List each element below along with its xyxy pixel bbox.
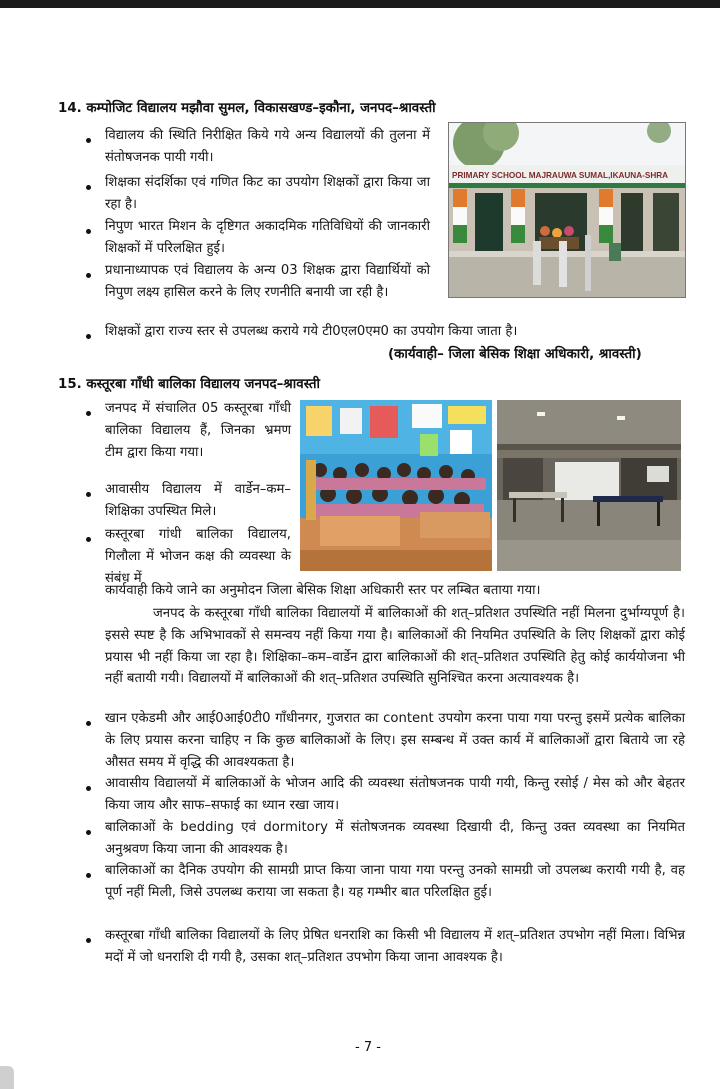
- s15-side-bullet-3: कस्तूरबा गांधी बालिका विद्यालय, गिलौला में भोजन कक्ष की व्यवस्था के संबंध में: [105, 527, 291, 586]
- dining-hall-photo: [497, 400, 681, 571]
- s15-full-bullet-1: खान एकेडमी और आई0आई0टी0 गाँधीनगर, गुजरात का content उपयोग करना पाया गया परन्तु इसमें प्रत्येक बालिका के लिए प्रयास करना चाहिए न कि कुछ बालिकाओं के लिए। इस सम्बन्ध में उक्त कार्य में बालिकाओं द्वारा बिताये जा रहे औसत समय में वृद्धि की आवश्यकता है।: [105, 711, 685, 770]
- s15-full-bullet-4: बालिकाओं का दैनिक उपयोग की सामग्री प्राप्त किया जाना पाया गया परन्तु उनको सामग्री जो उपलब्ध करायी गयी है, वह पूर्ण नहीं मिली, जिसे उपलब्ध कराया जा सकता है। यह गम्भीर बात परिलक्षित हुई।: [105, 863, 685, 900]
- s14-bullet-3: निपुण भारत मिशन के दृष्टिगत अकादमिक गतिविधियों की जानकारी शिक्षकों में परिलक्षित हुई।: [105, 219, 430, 256]
- s15-full-bullet-2: आवासीय विद्यालयों में बालिकाओं के भोजन आदि की व्यवस्था संतोषजनक पायी गयी, किन्तु रसोई / मेस को और बेहतर किया जाय और साफ–सफाई का ध्यान रखा जाय।: [105, 776, 685, 813]
- bullet-icon: [86, 273, 91, 278]
- s14-bullet-1: विद्यालय की स्थिति निरीक्षित किये गये अन्य विद्यालयों की तुलना में संतोषजनक पायी गयी।: [105, 128, 430, 165]
- s14-bullet-4: प्रधानाध्यापक एवं विद्यालय के अन्य 03 शिक्षक द्वारा विद्यार्थियों को निपुण लक्ष्य हासिल करने के लिए रणनीति बनायी जा रही है।: [105, 263, 430, 300]
- bullet-icon: [86, 492, 91, 497]
- bullet-icon: [86, 786, 91, 791]
- s15-paragraph: जनपद के कस्तूरबा गाँधी बालिका विद्यालयों में बालिकाओं की शत्–प्रतिशत उपस्थिति नहीं मिलना दुर्भाग्यपूर्ण है। इससे स्पष्ट है कि अभिभावकों से समन्वय नहीं किया गया है। बालिकाओं की नियमित उपस्थिति के लिए शिक्षकों द्वारा कोई प्रयास भी नहीं किया जा रहा है। शिक्षिका–कम–वार्डेन द्वारा बालिकाओं की शत्–प्रतिशत उपस्थिति हेतु कोई कार्ययोजना भी नहीं बतायी गयी। विद्यालयों में बालिकाओं की शत्–प्रतिशत उपस्थिति सुनिश्चित करना अत्यावश्यक है।: [105, 606, 685, 687]
- s15-side-bullet-2: आवासीय विद्यालय में वार्डेन–कम–शिक्षिका उपस्थित मिले।: [105, 482, 291, 519]
- bullet-icon: [86, 537, 91, 542]
- top-edge-bar: [0, 0, 720, 8]
- bullet-icon: [86, 873, 91, 878]
- bullet-icon: [86, 138, 91, 143]
- classroom-photo: [300, 400, 492, 571]
- school-building-photo: [448, 122, 686, 298]
- bullet-icon: [86, 185, 91, 190]
- bullet-icon: [86, 721, 91, 726]
- bullet-icon: [86, 411, 91, 416]
- school-sign-text: PRIMARY SCHOOL MAJRAUWA SUMAL,IKAUNA-SHRA: [452, 171, 669, 180]
- bullet-icon: [86, 830, 91, 835]
- bullet-icon: [86, 938, 91, 943]
- s15-full-bullet-3: बालिकाओं के bedding एवं dormitory में संतोषजनक व्यवस्था दिखायी दी, किन्तु उक्त व्यवस्था का नियमित अनुश्रवण किया जाना की आवश्यक है।: [105, 820, 685, 857]
- bullet-icon: [86, 229, 91, 234]
- s15-side-bullet-1: जनपद में संचालित 05 कस्तूरबा गाँधी बालिका विद्यालय हैं, जिनका भ्रमण टीम द्वारा किया गया।: [105, 401, 291, 460]
- s14-bullet-5: शिक्षकों द्वारा राज्य स्तर से उपलब्ध कराये गये टी0एल0एम0 का उपयोग किया जाता है।: [105, 324, 518, 339]
- s15-full-bullet-5: कस्तूरबा गाँधी बालिका विद्यालयों के लिए प्रेषित धनराशि का किसी भी विद्यालय में शत्–प्रतिशत उपभोग नहीं मिला। विभिन्न मदों में जो धनराशि दी गयी है, उसका शत्–प्रतिशत उपभोग किया जाना आवश्यक है।: [105, 928, 685, 965]
- section-14-heading: 14. कम्पोजिट विद्यालय मझौवा सुमल, विकासखण्ड–इकौना, जनपद–श्रावस्ती: [58, 101, 436, 116]
- scroll-corner-handle: [0, 1066, 14, 1089]
- page-number: - 7 -: [355, 1040, 381, 1055]
- s14-bullet-2: शिक्षका संदर्शिका एवं गणित किट का उपयोग शिक्षकों द्वारा किया जा रहा है।: [105, 175, 430, 212]
- s15-continuation: कार्यवाही किये जाने का अनुमोदन जिला बेसिक शिक्षा अधिकारी स्तर पर लम्बित बताया गया।: [105, 583, 541, 598]
- action-note: (कार्यवाही– जिला बेसिक शिक्षा अधिकारी, श्रावस्ती): [388, 347, 642, 362]
- bullet-icon: [86, 334, 91, 339]
- section-15-heading: 15. कस्तूरबा गाँधी बालिका विद्यालय जनपद–श्रावस्ती: [58, 377, 321, 392]
